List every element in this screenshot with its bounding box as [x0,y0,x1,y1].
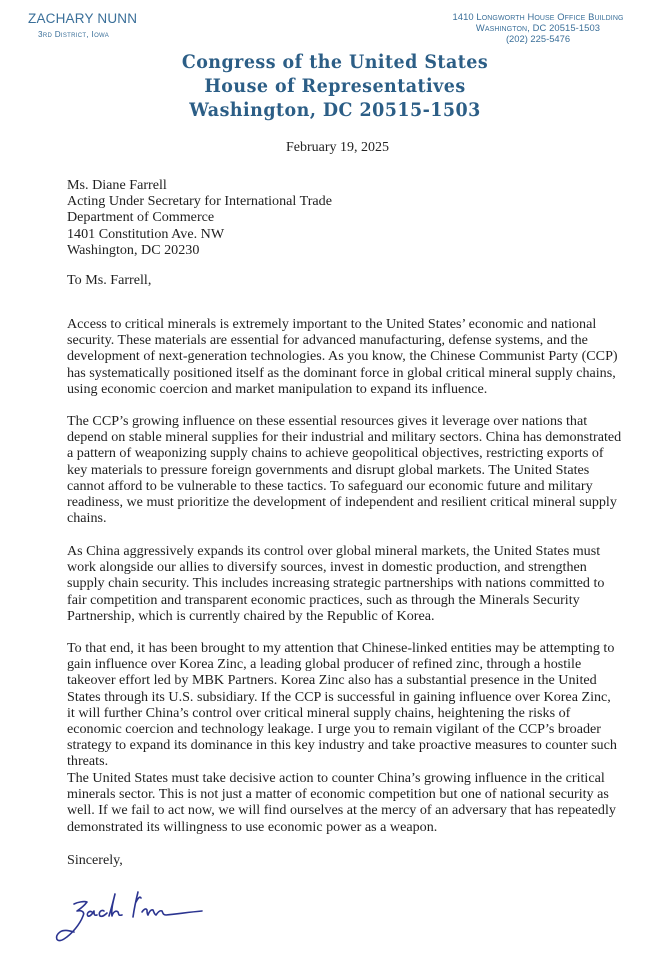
office-address [418,11,658,44]
heading-line-congress: Congress of the United States [181,51,489,73]
recipient-name: Ms. Diane Farrell [67,177,167,193]
body-paragraph: Access to critical minerals is extremely important to the United States’ economic and national security. These materials are essential for advanced manufacturing, defense systems, and the development of next-generation technologies. As you know, the Chinese Communist Party (CCP) has systematically positioned itself as the dominant force in global critical mineral supply chains, using economic coercion and market manipulation to expand its influence. [67,316,618,397]
closing: Sincerely, [67,852,123,868]
recipient-city: Washington, DC 20230 [67,241,200,258]
recipient-title: Acting Under Secretary for International Trade [67,193,332,210]
member-district: 3rd District, Iowa [38,30,110,39]
letter-date: February 19, 2025 [286,140,390,155]
heading-line-address: Washington, DC 20515-1503 [189,99,481,121]
body-paragraph: To that end, it has been brought to my attention that Chinese-linked entities may be attempting to gain influence over Korea Zinc, a leading global producer of refined zinc, through a hostile takeover effort led by MBK Partners. Korea Zinc also has a substantial presence in the United States through its U.S. subsidiary. If the CCP is successful in gaining influence over Korea Zinc, it will further China’s control over critical mineral supply chains, heightening the risks of economic coercion and technology leakage. I urge you to remain vigilant of the CCP’s broader strategy to expand its dominance in this key industry and take proactive measures to counter such threats. [67,640,617,770]
member-block [28,11,228,40]
signature-icon [52,884,212,954]
member-name: ZACHARY NUNN [28,11,138,26]
recipient-address [67,177,622,258]
body-paragraph: The CCP’s growing influence on these essential resources gives it leverage over nations that depend on stable mineral supplies for their industrial and military sectors. China has demonstrated a pattern of weaponizing supply chains to achieve geopolitical objectives, restricting exports of key materials to pressure foreign governments and disrupt global markets. The United States cannot afford to be vulnerable to these tactics. To safeguard our economic future and military readiness, we must prioritize the development of independent and resilient critical mineral supply chains. [67,413,622,527]
office-phone: (202) 225-5476 [505,33,571,44]
recipient-street: 1401 Constitution Ave. NW [67,225,225,242]
office-address-line: 1410 Longworth House Office Building [452,11,624,22]
salutation: To Ms. Farrell, [67,272,152,288]
heading-line-house: House of Representatives [204,75,466,97]
body-paragraph: As China aggressively expands its control over global mineral markets, the United States must work alongside our allies to diversify sources, invest in domestic production, and strengthen supply chain security. This includes increasing strategic partnerships with nations committed to fair competition and transparent economic practices, such as through the Minerals Security Partnership, which is currently chaired by the Republic of Korea. [67,543,605,624]
letterhead-heading [0,50,670,122]
body-paragraph: The United States must take decisive action to counter China’s growing influence in the critical minerals sector. This is not just a matter of economic competition but one of national security as well. If we fail to act now, we will find ourselves at the mercy of an adversary that has repeatedly demonstrated its willingness to use economic power as a weapon. [67,770,616,835]
recipient-department: Department of Commerce [67,209,215,226]
office-address-line: Washington, DC 20515-1503 [475,22,601,33]
